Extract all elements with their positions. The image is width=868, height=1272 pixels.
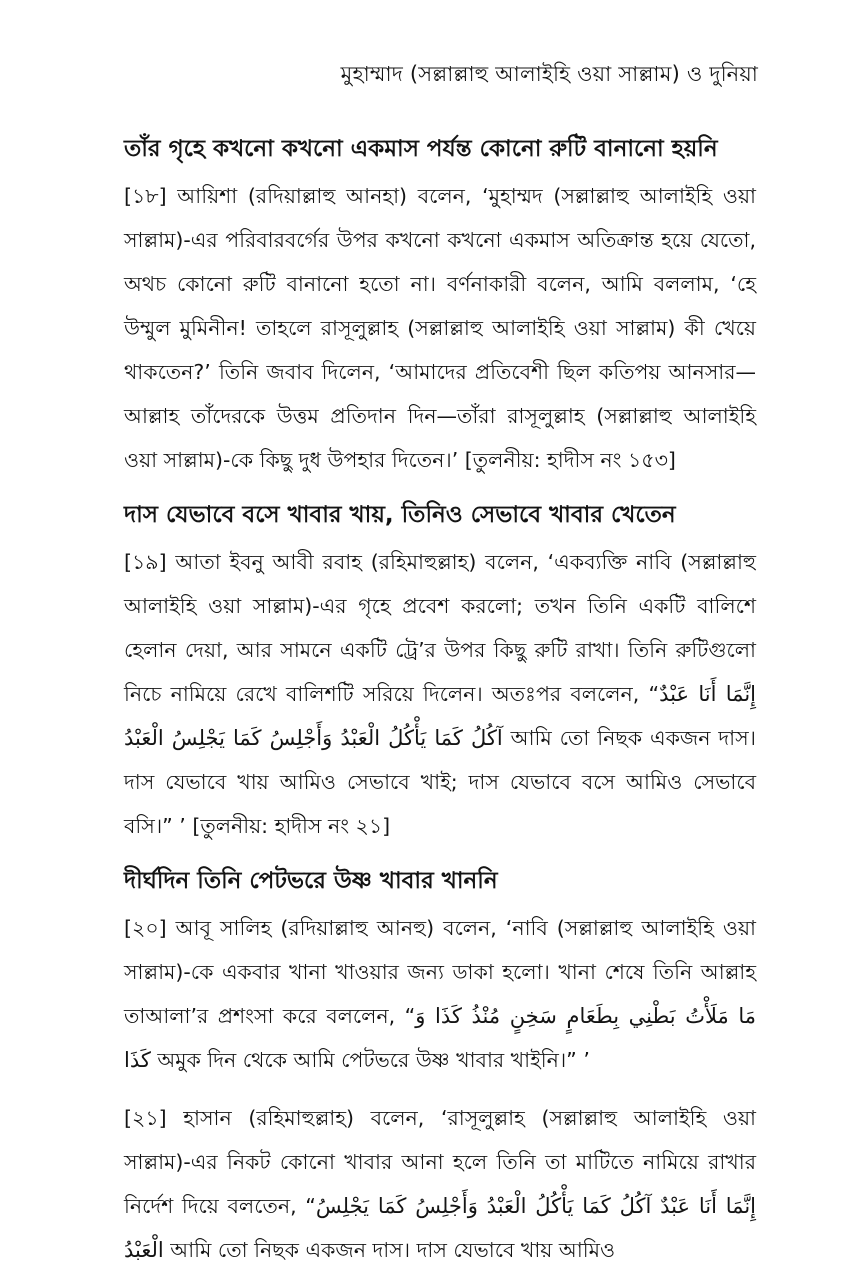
hadith-paragraph-20	[124, 906, 756, 1082]
paragraph-text: আমি তো নিছক একজন দাস। দাস যেভাবে খায় আমিও	[163, 1238, 616, 1262]
section-title: দাস যেভাবে বসে খাবার খায়, তিনিও সেভাবে খাবার খেতেন	[124, 502, 676, 528]
section-title: দীর্ঘদিন তিনি পেটভরে উষ্ণ খাবার খাননি	[124, 868, 498, 894]
arabic-quote: إِنَّمَا أَنَا عَبْدٌ آكُلُ كَمَا يَأْكُلُ الْعَبْدُ وَأَجْلِسُ كَمَا يَجْلِسُ الْعَبْدُ	[124, 1194, 756, 1262]
paragraph-text: [২০] আবূ সালিহ (রদিয়াল্লাহু আনহু) বলেন, ‘নাবি (সল্লাল্লাহু আলাইহি ওয়া সাল্লাম)-কে একবার খানা খাওয়ার জন্য ডাকা হলো। খানা শেষে তিনি আল্লাহ তাআলা’র প্রশংসা করে বললেন, “	[124, 916, 756, 1028]
paragraph-text: [১৯] আতা ইবনু আবী রবাহ (রহিমাহুল্লাহ) বলেন, ‘একব্যক্তি নাবি (সল্লাল্লাহু আলাইহি ওয়া সাল্লাম)-এর গৃহে প্রবেশ করলো; তখন তিনি একটি বালিশে হেলান দেয়া, আর সামনে একটি ট্রে’র উপর কিছু রুটি রাখা। তিনি রুটিগুলো নিচে নামিয়ে রেখে বালিশটি সরিয়ে দিলেন। অতঃপর বললেন, “	[124, 550, 756, 706]
section-title: তাঁর গৃহে কখনো কখনো একমাস পর্যন্ত কোনো রুটি বানানো হয়নি	[124, 136, 718, 162]
hadith-paragraph-18: [১৮] আয়িশা (রদিয়াল্লাহু আনহা) বলেন, ‘মুহাম্মদ (সল্লাল্লাহু আলাইহি ওয়া সাল্লাম)-এর পরিবারবর্গের উপর কখনো কখনো একমাস অতিক্রান্ত হয়ে যেতো, অথচ কোনো রুটি বানানো হতো না। বর্ণনাকারী বলেন, আমি বললাম, ‘হে উম্মুল মুমিনীন! তাহলে রাসূলুল্লাহ (সল্লাল্লাহু আলাইহি ওয়া সাল্লাম) কী খেয়ে থাকতেন?’ তিনি জবাব দিলেন, ‘আমাদের প্রতিবেশী ছিল কতিপয় আনসার—আল্লাহ তাঁদেরকে উত্তম প্রতিদান দিন—তাঁরা রাসূলুল্লাহ (সল্লাল্লাহু আলাইহি ওয়া সাল্লাম)-কে কিছু দুধ উপহার দিতেন।’ [তুলনীয়: হাদীস নং ১৫৩]	[124, 184, 756, 472]
paragraph-text: [২১] হাসান (রহিমাহুল্লাহ) বলেন, ‘রাসূলুল্লাহ (সল্লাল্লাহু আলাইহি ওয়া সাল্লাম)-এর নিকট কোনো খাবার আনা হলে তিনি তা মাটিতে নামিয়ে রাখার নির্দেশ দিয়ে বলতেন, “	[124, 1106, 756, 1218]
paragraph-text: আমি তো নিছক একজন দাস। দাস যেভাবে খায় আমিও সেভাবে খাই; দাস যেভাবে বসে আমিও সেভাবে বসি।” ’ [তুলনীয়: হাদীস নং ২১]	[124, 726, 756, 838]
page-content	[124, 130, 756, 1272]
running-header: মুহাম্মাদ (সল্লাল্লাহু আলাইহি ওয়া সাল্লাম) ও দুনিয়া	[340, 62, 758, 86]
hadith-paragraph-19	[124, 540, 756, 848]
arabic-quote: مَا مَلَأْتُ بَطْنِي بِطَعَامٍ سَخِنٍ مُنْذُ كَذَا وَ كَذَا	[124, 1004, 757, 1072]
paragraph-text: অমুক দিন থেকে আমি পেটভরে উষ্ণ খাবার খাইনি।” ’	[150, 1048, 590, 1072]
arabic-quote: إِنَّمَا أَنَا عَبْدٌ آكُلُ كَمَا يَأْكُلُ الْعَبْدُ وَأَجْلِسُ كَمَا يَجْلِسُ الْعَبْدُ	[124, 682, 756, 750]
